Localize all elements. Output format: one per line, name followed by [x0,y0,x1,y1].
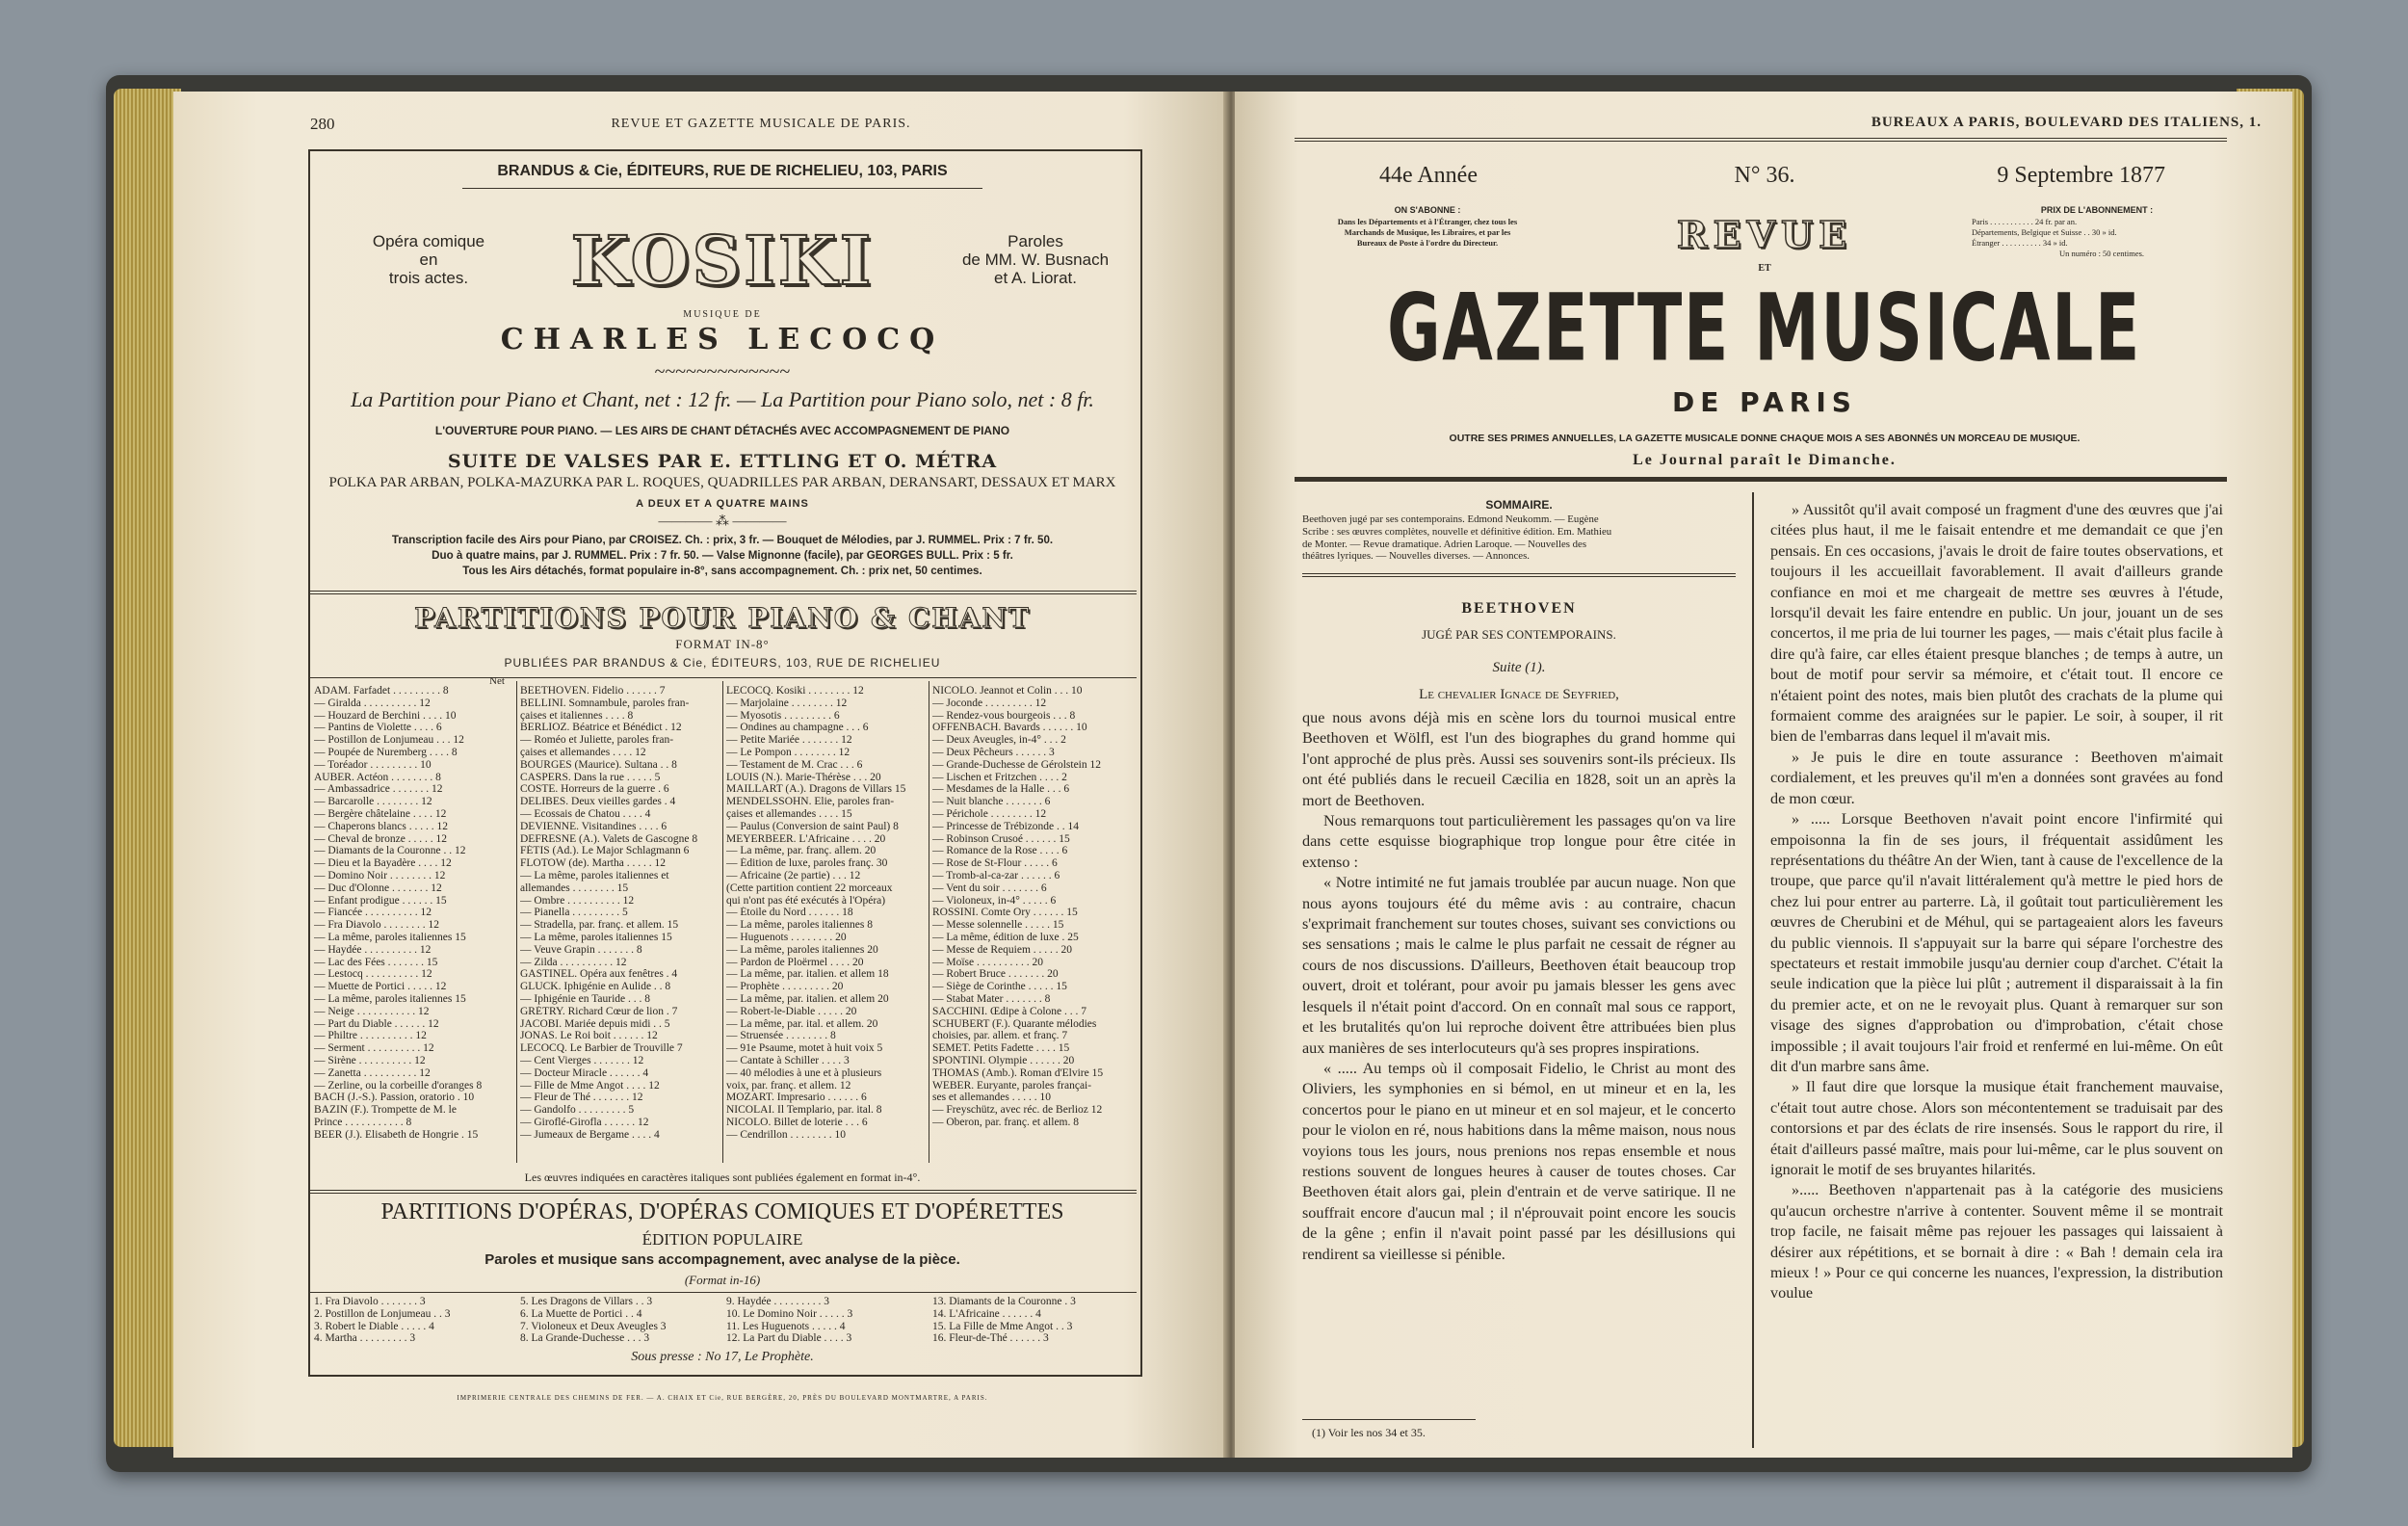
catalog-entry: — Barcarolle . . . . . . . . 12 [314,796,432,808]
catalog-entry: 4. Martha . . . . . . . . . 3 [314,1332,416,1345]
right-page [1235,92,2292,1458]
catalog-column-3 [726,685,927,1167]
musique-de: MUSIQUE DE [683,309,762,320]
sommaire-line: Scribe : ses œuvres complètes, nouvelle et définitive édition. Em. Mathieu [1302,525,1612,538]
price-title: PRIX DE L'ABONNEMENT : [2040,205,2154,215]
catalog-entry: — Lestocq . . . . . . . . . . 12 [314,968,432,981]
divider [310,1190,1137,1194]
catalog-entry: — Princesse de Trébizonde . . 14 [932,820,1080,832]
catalog-entry: 7. Violoneux et Deux Aveugles 3 [520,1320,667,1332]
catalog-entry: — Enfant prodigue . . . . . . 15 [314,894,447,907]
catalog-entry: — Fra Diavolo . . . . . . . . 12 [314,919,440,932]
catalog-entry: — Lischen et Fritzchen . . . . 2 [932,771,1067,783]
catalog-entry: COSTE. Horreurs de la guerre . 6 [520,783,669,796]
catalog-entry: Prince . . . . . . . . . . . 8 [314,1116,412,1128]
catalog-entry: 11. Les Huguenots . . . . . 4 [726,1320,846,1332]
libretto-note-line: de MM. W. Busnach [961,250,1110,269]
catalog-entry: — Messe solennelle . . . . . 15 [932,919,1064,932]
catalog-entry: — Haydée . . . . . . . . . . 12 [314,943,432,956]
catalog-entry: — Stradella, par. franç. et allem. 15 [520,919,679,932]
chevalier: Le chevalier Ignace de Seyfried, [1419,687,1619,702]
catalog-entry: — Nuit blanche . . . . . . . 6 [932,796,1051,808]
catalog-column-4 [932,685,1135,1167]
polka-line: POLKA PAR ARBAN, POLKA-MAZURKA PAR L. ROQUES, QUADRILLES PAR ARBAN, DERANSART, DESSAUX ET MARX [328,475,1116,490]
catalog-entry: BACH (J.-S.). Passion, oratorio . 10 [314,1092,475,1104]
column-divider [1752,492,1754,1448]
catalog-entry: — La même, par. italien. et allem 18 [726,968,889,981]
catalog-entry: — La même, paroles italiennes 8 [726,919,874,932]
catalog-entry: — Myosotis . . . . . . . . . 6 [726,709,840,722]
catalog-entry: (Cette partition contient 22 morceaux [726,881,893,894]
partitions-title: PARTITIONS POUR PIANO & CHANT [414,602,1031,634]
price-line: Paris . . . . . . . . . . . 24 fr. par an. [1972,217,2078,226]
catalog-entry: 13. Diamants de la Couronne . 3 [932,1296,1076,1307]
catalog-entry: — Freyschütz, avec réc. de Berlioz 12 [932,1104,1103,1117]
operas-title: PARTITIONS D'OPÉRAS, D'OPÉRAS COMIQUES ET D'OPÉRETTES [380,1199,1064,1224]
catalog-entry: — Mesdames de la Halle . . . 6 [932,783,1070,796]
popular-column-2 [520,1296,720,1348]
catalog-entry: 15. La Fille de Mme Angot . . 3 [932,1320,1073,1332]
divider [310,591,1137,594]
catalog-entry: ROSSINI. Comte Ory . . . . . . 15 [932,907,1078,919]
catalog-entry: — Sirène . . . . . . . . . . 12 [314,1054,426,1066]
libretto-note-line: Paroles [1008,232,1063,250]
article-title: BEETHOVEN [1461,600,1577,617]
catalog-entry: — Docteur Miracle . . . . . . 4 [520,1066,649,1079]
column-rule [722,681,723,1163]
catalog-entry: — Joconde . . . . . . . . . 12 [932,697,1047,709]
divider [462,188,982,189]
catalog-entry: — La même, paroles italiennes 20 [726,943,878,956]
catalog-entry: — Pardon de Ploërmel . . . . 20 [726,956,864,968]
ornament: ———— ⁂ ———— [658,514,787,529]
catalog-entry: 5. Les Dragons de Villars . . 3 [520,1296,653,1307]
catalog-entry: — Paulus (Conversion de saint Paul) 8 [726,820,899,832]
catalog-entry: — Rose de St-Flour . . . . . 6 [932,857,1058,870]
left-page [173,92,1229,1458]
catalog-entry: 12. La Part du Diable . . . . 3 [726,1332,852,1345]
catalog-entry: — Deux Aveugles, in-4° . . . 2 [932,734,1066,747]
catalog-entry: — Rendez-vous bourgeois . . . 8 [932,709,1076,722]
sommaire-line: de Monter. — Revue dramatique. Adrien Laroque. — Nouvelles des [1302,538,1587,550]
catalog-entry: — Pantins de Violette . . . . 6 [314,722,442,734]
catalog-entry: BEETHOVEN. Fidelio . . . . . . 7 [520,685,666,697]
catalog-entry: BOURGES (Maurice). Sultana . . 8 [520,758,677,771]
page-number: 280 [310,115,335,133]
subscribe-line: Dans les Départements et à l'Étranger, chez tous les [1337,217,1518,226]
catalog-entry: — Robinson Crusoé . . . . . . 15 [932,832,1070,845]
catalog-entry: — Le Pompon . . . . . . . . 12 [726,746,851,758]
publisher: BRANDUS & Cie, ÉDITEURS, RUE DE RICHELIEU, 103, PARIS [497,163,948,179]
publiees-line: PUBLIÉES PAR BRANDUS & Cie, ÉDITEURS, 103, RUE DE RICHELIEU [504,656,941,670]
catalog-entry: — Duc d'Olonne . . . . . . . 12 [314,881,442,894]
catalog-entry: — La même, paroles italiennes 15 [314,992,466,1005]
catalog-entry: SACCHINI. Œdipe à Colone . . . 7 [932,1005,1087,1017]
catalog-entry: — Jumeaux de Bergame . . . . 4 [520,1128,660,1141]
article-column-2 [1770,500,2223,1444]
catalog-entry: — Robert-le-Diable . . . . . 20 [726,1005,857,1017]
paragraph: « ..... Au temps où il composait Fidelio, le Christ au mont des Oliviers, les symphonies en si bémol, en ut mineur et en la, les concertos pour le piano en ut mineur et en sol majeur, et le concerto pour le violon en ré, nous habitions dans la même maison, nous nous voyions tous les jours, nous prenions nos repas ensemble et nous restions souvent de longues heures à causer de toutes choses. Car Beethoven était alors gai, plein d'entrain et de verve satirique. Il ne souffrait encore d'aucun mal ; il n'éprouvait point encore les soucis de la gêne ; enfin il n'avait point passé par les désillusions qui rendirent sa vieillesse si pénible. [1302,1059,1736,1263]
catalog-entry: — La même, paroles italiennes 15 [314,931,466,943]
libretto-note-line: et A. Liorat. [994,269,1077,287]
paragraph: que nous avons déjà mis en scène lors du tournoi musical entre Beethoven et Wölfl, est l'un des biographes du grand homme qui l'ont approché de plus près. Aussi ses souvenirs sont-ils précieux. Ils ont été publiés dans le recueil Cæcilia en 1828, soit un an après la mort de Beethoven. [1302,709,1736,809]
de-paris: DE PARIS [1672,386,1857,418]
italic-note: Les œuvres indiquées en caractères italiques sont publiées également en format in-4°. [524,1171,921,1184]
catalog-entry: — Édition de luxe, paroles franç. 30 [726,857,888,870]
catalog-entry: FLOTOW (de). Martha . . . . . 12 [520,857,666,870]
catalog-entry: — Violoneux, in-4° . . . . . 6 [932,894,1057,907]
subscribe-text [1293,217,1562,249]
catalog-entry: 16. Fleur-de-Thé . . . . . . 3 [932,1332,1049,1345]
catalog-entry: DELIBES. Deux vieilles gardes . 4 [520,796,676,808]
footnote: (1) Voir les nos 34 et 35. [1312,1426,1426,1439]
catalog-entry: — Ombre . . . . . . . . . . 12 [520,894,635,907]
paragraph: » Aussitôt qu'il avait composé un fragment d'une des œuvres que j'ai citées plus haut, il me le faisait entendre et me demandait ce que j'en pensais. En ces occasions, j'avais le droit de faire toutes observations, et toujours il les accueillait favorablement. Il avait d'ailleurs grande confiance en moi et me chargeait de mettre ses œuvres à l'étude, lorsqu'il devait les faire entendre en public. Un jour, jouant un de ses concertos, il me pria de lui tourner les pages, — mais c'était plus facile à dire qu'à faire, car elles étaient presque blanches ; de temps à autre, un bout de motif pour servir sa mémoire, et c'était tout. Il encore ce n'étaient point des notes, mais bien plutôt des crachats de la plume qui formaient comme des araignées sur le papier. Le soir, à souper, il rit bien de l'embarras dans lequel il m'avait mis. [1770,501,2223,746]
popular-column-1 [314,1296,514,1348]
catalog-column-1 [314,685,514,1167]
catalog-entry: LECOCQ. Le Barbier de Trouville 7 [520,1042,683,1055]
valse-suite: SUITE DE VALSES PAR E. ETTLING ET O. MÉTRA [447,451,998,472]
catalog-entry: — La même, par. franç. allem. 20 [726,845,877,857]
catalog-entry: — Siège de Corinthe . . . . . 15 [932,981,1067,993]
partition-price: La Partition pour Piano et Chant, net : 12 fr. — La Partition pour Piano solo, net : 8 fr. [351,387,1094,411]
catalog-entry: — Postillon de Lonjumeau . . . 12 [314,734,464,747]
catalog-entry: 2. Postillon de Lonjumeau . . 3 [314,1307,451,1320]
catalog-entry: SCHUBERT (F.). Quarante mélodies [932,1017,1097,1030]
catalog-entry: — Prophète . . . . . . . . . 20 [726,981,844,993]
et-label: ET [1758,263,1771,274]
catalog-entry: — Poupée de Nuremberg . . . . 8 [314,746,458,758]
edition-populaire: ÉDITION POPULAIRE [641,1230,803,1249]
catalog-entry: GLUCK. Iphigénie en Aulide . . 8 [520,981,671,993]
year: 44e Année [1379,163,1478,188]
catalog-entry: — Cendrillon . . . . . . . . 10 [726,1128,846,1141]
catalog-entry: — Grande-Duchesse de Gérolstein 12 [932,758,1101,771]
catalog-entry: 9. Haydée . . . . . . . . . 3 [726,1296,829,1307]
catalog-entry: — Tromb-al-ca-zar . . . . . . 6 [932,869,1060,881]
subscribe-line: Bureaux de Poste à l'ordre du Directeur. [1356,238,1499,248]
divider [310,1292,1137,1293]
footnote-rule [1302,1419,1476,1420]
opera-note [356,232,501,287]
divider [1295,477,2227,482]
catalog-entry: — Cheval de bronze . . . . . 12 [314,832,447,845]
catalog-entry: — Chaperons blancs . . . . . 12 [314,820,448,832]
sous-presse: Sous presse : No 17, Le Prophète. [631,1350,814,1364]
catalog-entry: — Fleur de Thé . . . . . . . 12 [520,1092,643,1104]
article-subtitle: JUGÉ PAR SES CONTEMPORAINS. [1422,627,1616,642]
weekly-note: Le Journal paraît le Dimanche. [1633,452,1897,468]
catalog-entry: — Houzard de Berchini . . . . 10 [314,709,457,722]
catalog-entry: DEFRESNE (A.). Valets de Gascogne 8 [520,832,698,845]
price-line: Un numéro : 50 centimes. [2058,249,2145,258]
revue-title: REVUE [1676,213,1853,256]
paragraph: » Il faut dire que lorsque la musique était franchement mauvaise, c'était tout autre chose. Alors son mécontentement se traduisait par des contorsions et par des éclats de rire insensés. Sous le rapport du rire, il était d'ailleurs passé maître, mais pour lui-même, car le plus souvent on ignorait le motif de ses bruyantes hilarités. [1770,1078,2223,1178]
catalog-entry: — Muette de Portici . . . . . 12 [314,981,447,993]
ornament: ~~~~~~~~~~~~~ [654,361,791,382]
catalog-entry: — Romance de la Rose . . . . 6 [932,845,1068,857]
catalog-entry: — Part du Diable . . . . . . 12 [314,1017,439,1030]
paragraph: Nous remarquons tout particulièrement les passages qu'on va lire dans cette esquisse biographique trop longue pour être citée in extenso : [1302,812,1736,871]
sommaire-title: SOMMAIRE. [1485,498,1553,512]
catalog-entry: — La même, paroles italiennes et [520,869,669,881]
primes-line: OUTRE SES PRIMES ANNUELLES, LA GAZETTE MUSICALE DONNE CHAQUE MOIS A SES ABONNÉS UN MORCEAU DE MUSIQUE. [1449,433,2081,444]
catalog-entry: 14. L'Africaine . . . . . . 4 [932,1307,1041,1320]
catalog-entry: WEBER. Euryante, paroles françai- [932,1079,1092,1092]
subscribe-title: ON S'ABONNE : [1394,205,1461,215]
catalog-column-2 [520,685,720,1167]
catalog-entry: JACOBI. Mariée depuis midi . . 5 [520,1017,670,1030]
catalog-entry: çaises et italiennes . . . . 8 [520,709,634,722]
catalog-entry: JONAS. Le Roi boit . . . . . . 12 [520,1030,658,1042]
catalog-entry: — Iphigénie en Tauride . . . 8 [520,992,651,1005]
catalog-entry: qui n'ont pas été exécutés à l'Opéra) [726,894,886,907]
transcription-line: Transcription facile des Airs pour Piano, par CROISEZ. Ch. : prix, 3 fr. — Bouquet de Mélodies, par J. RUMMEL. Prix : 7 fr. 50. [391,534,1054,546]
sommaire-line: Beethoven jugé par ses contemporains. Edmond Neukomm. — Eugène [1302,513,1599,525]
catalog-entry: — Cantate à Schiller . . . . 3 [726,1054,850,1066]
paragraph: » Je puis le dire en toute assurance : Beethoven m'aimait cordialement, et les preuves qu'il m'en a données sont gravées au fond de mon cœur. [1770,748,2223,807]
catalog-entry: OFFENBACH. Bavards . . . . . . 10 [932,722,1087,734]
catalog-entry: — Fiancée . . . . . . . . . . 12 [314,907,432,919]
catalog-entry: — Diamants de la Couronne . . 12 [314,845,466,857]
imprint: IMPRIMERIE CENTRALE DES CHEMINS DE FER. — A. CHAIX ET Cie, RUE BERGÈRE, 20, PRÈS DU BOULEVARD MONTMARTRE, A PARIS. [457,1394,988,1402]
catalog-entry: — Domino Noir . . . . . . . . 12 [314,869,446,881]
catalog-entry: 6. La Muette de Portici . . 4 [520,1307,642,1320]
format16: (Format in-16) [684,1273,761,1287]
kosiki-title: KOSIKI [570,221,875,301]
catalog-entry: NICOLO. Jeannot et Colin . . . 10 [932,685,1083,697]
catalog-entry: 1. Fra Diavolo . . . . . . . 3 [314,1296,426,1307]
catalog-entry: — Pianella . . . . . . . . . 5 [520,907,628,919]
catalog-entry: — Cent Vierges . . . . . . . 12 [520,1054,644,1066]
catalog-entry: allemandes . . . . . . . . 15 [520,881,629,894]
catalog-entry: — Oberon, par. franç. et allem. 8 [932,1116,1079,1128]
catalog-entry: — La même, édition de luxe . 25 [932,931,1079,943]
catalog-entry: NICOLO. Billet de loterie . . . 6 [726,1116,868,1128]
catalog-entry: — La même, paroles italiennes 15 [520,931,672,943]
opera-note-line: Opéra comique [372,232,485,250]
catalog-entry: çaises et allemandes . . . . 12 [520,746,646,758]
divider [1302,573,1736,577]
opera-note-line: en [419,250,438,269]
catalog-entry: — Fille de Mme Angot . . . . 12 [520,1079,660,1092]
catalog-entry: — Struensée . . . . . . . . 8 [726,1030,836,1042]
catalog-entry: — Huguenots . . . . . . . . 20 [726,931,847,943]
catalog-entry: — Zanetta . . . . . . . . . . 12 [314,1066,431,1079]
price-line: Étranger . . . . . . . . . . 34 » id. [1972,238,2068,248]
catalog-entry: AUBER. Actéon . . . . . . . . 8 [314,771,441,783]
catalog-entry: voix, par. franç. et allem. 12 [726,1079,851,1092]
sommaire [1302,513,1736,563]
catalog-entry: LECOCQ. Kosiki . . . . . . . . 12 [726,685,864,697]
catalog-entry: MAILLART (A.). Dragons de Villars 15 [726,783,906,796]
catalog-entry: — Moïse . . . . . . . . . . 20 [932,956,1043,968]
catalog-entry: NICOLAI. Il Templario, par. ital. 8 [726,1104,882,1117]
running-head-right: BUREAUX A PARIS, BOULEVARD DES ITALIENS, 1. [1871,115,2262,130]
catalog-entry: — Robert Bruce . . . . . . . 20 [932,968,1059,981]
catalog-entry: LOUIS (N.). Marie-Thérèse . . . 20 [726,771,881,783]
catalog-entry: — Deux Pêcheurs . . . . . . 3 [932,746,1055,758]
page-edges-left [114,89,181,1447]
catalog-entry: MENDELSSOHN. Elie, paroles fran- [726,796,895,808]
catalog-entry: — Messe de Requiem . . . . . 20 [932,943,1073,956]
divider [1295,138,2227,142]
catalog-entry: BAZIN (F.). Trompette de M. le [314,1104,457,1117]
popular-column-4 [932,1296,1133,1348]
catalog-entry: — Philtre . . . . . . . . . . 12 [314,1030,427,1042]
paragraph: »..... Beethoven n'appartenait pas à la catégorie des musiciens qu'aucun orchestre n'arrive à contenter. Souvent même il se montrait trop facile, ne faisait même pas rejouer les passages qui laissaient à désirer aux répétitions, et se bornait à dire : « Bah ! demain cela ira mieux ! » Pour ce qui concerne les nuances, l'expression, la distribution voulue [1770,1181,2223,1302]
catalog-entry: — Neige . . . . . . . . . . . 12 [314,1005,430,1017]
issue-number: N° 36. [1734,163,1795,188]
paragraph: « Notre intimité ne fut jamais troublée par aucun nuage. Non que nous ayons toujours été du même avis : au contraire, chacun s'exprimait franchement sur toutes choses, suivant ses convictions ou ses sensations ; mais le calme le plus parfait ne cessait de régner au cours de nos discussions. D'ailleurs, Beethoven était beaucoup trop ouvert, droit et tolérant, pour avoir pu jamais blesser les gens avec lesquels il n'était point d'accord. On en connaît mal sous ce rapport, et les brutalités qu'on lui reproche doivent être attribuées bien plus aux manières de ses interlocuteurs qu'à ses propres inspirations. [1302,874,1736,1057]
subscribe-line: Marchands de Musique, les Libraires, et par les [1344,227,1511,237]
catalog-entry: çaises et allemandes . . . . 15 [726,807,852,820]
article-column-1 [1302,708,1736,1423]
catalog-entry: MOZART. Impresario . . . . . . 6 [726,1092,867,1104]
transcription-block [318,533,1127,579]
price-line: Départements, Belgique et Suisse . . 30 » id. [1972,227,2117,237]
catalog-entry: — Roméo et Juliette, paroles fran- [520,734,674,747]
sommaire-line: théâtres lyriques. — Nouvelles diverses. — Annonces. [1302,550,1530,563]
catalog-entry: THOMAS (Amb.). Roman d'Elvire 15 [932,1066,1104,1079]
catalog-entry: — Zilda . . . . . . . . . . 12 [520,956,627,968]
running-head: REVUE ET GAZETTE MUSICALE DE PARIS. [611,117,911,131]
catalog-entry: DEVIENNE. Visitandines . . . . 6 [520,820,667,832]
catalog-entry: GRÉTRY. Richard Cœur de lion . 7 [520,1005,678,1017]
catalog-entry: SPONTINI. Olympie . . . . . . 20 [932,1054,1075,1066]
catalog-entry [932,1129,1135,1142]
composer: CHARLES LECOCQ [500,323,945,356]
catalog-entry: BERLIOZ. Béatrice et Bénédict . 12 [520,722,682,734]
catalog-entry: CASPERS. Dans la rue . . . . . 5 [520,771,661,783]
catalog-entry: — Bergère châtelaine . . . . 12 [314,807,447,820]
catalog-entry: — Ondines au champagne . . . 6 [726,722,869,734]
gazette-masthead [1293,273,2237,384]
popular-column-3 [726,1296,927,1348]
deux-mains: A DEUX ET A QUATRE MAINS [636,498,809,510]
paragraph: » ..... Lorsque Beethoven n'avait point encore l'infirmité qui empoisonna la fin de ses jours, il fréquentait assidûment les représentations du théâtre An der Wien, tant à cause de l'excellence de la troupe, que parce qu'il n'avait littéralement qu'à mettre le pied hors de chez lui pour entrer au parterre. Là, il goûtait tout particulièrement les œuvres de Cherubini et de Méhul, qui se partageaient alors les faveurs du public viennois. Il s'appuyait sur la barre qui sépare l'orchestre des spectateurs et restait immobile jusqu'au dernier coup d'archet. C'était la seule indication que la pièce lui plût ; autrement il disparaissait à la fin du premier acte, et on ne le revoyait plus. Quant à remarquer sur son visage des signes d'approbation ou d'improbation, c'était chose impossible ; il avait toujours l'air froid et renfermé en lui-même. On eût dit d'un marbre sans âme. [1770,810,2223,1075]
catalog-entry: FÉTIS (Ad.). Le Major Schlagmann 6 [520,845,690,857]
catalog-entry: ses et allemandes . . . . . 10 [932,1092,1051,1104]
catalog-entry: — Petite Mariée . . . . . . . 12 [726,734,852,747]
price-list [1972,217,2232,259]
catalog-entry: — Périchole . . . . . . . . 12 [932,807,1047,820]
catalog-entry: — Lac des Fées . . . . . . . 15 [314,956,438,968]
article-suite: Suite (1). [1492,660,1546,675]
catalog-entry: — Étoile du Nord . . . . . . 18 [726,907,853,919]
catalog-entry: 3. Robert le Diable . . . . . 4 [314,1320,434,1332]
ouverture: L'OUVERTURE POUR PIANO. — LES AIRS DE CHANT DÉTACHÉS AVEC ACCOMPAGNEMENT DE PIANO [434,424,1010,437]
divider [310,677,1137,678]
catalog-entry: — Toréador . . . . . . . . . 10 [314,758,432,771]
catalog-entry: 8. La Grande-Duchesse . . . 3 [520,1332,650,1345]
catalog-entry: — Stabat Mater . . . . . . . 8 [932,992,1051,1005]
catalog-entry: — Ambassadrice . . . . . . . 12 [314,783,443,796]
gazette-text: GAZETTE MUSICALE [1387,274,2142,382]
catalog-entry: — Vent du soir . . . . . . . 6 [932,881,1047,894]
catalog-entry: — Gandolfo . . . . . . . . . 5 [520,1104,635,1117]
catalog-entry: BELLINI. Somnambule, paroles fran- [520,697,690,709]
catalog-entry: 10. Le Domino Noir . . . . . 3 [726,1307,853,1320]
net-label: Net [489,675,505,687]
transcription-line: Tous les Airs détachés, format populaire in-8°, sans accompagnement. Ch. : prix net, 50 centimes. [462,565,982,577]
catalog-entry: — 91e Psaume, motet à huit voix 5 [726,1042,883,1055]
transcription-line: Duo à quatre mains, par J. RUMMEL. Prix : 7 fr. 50. — Valse Mignonne (facile), par GEORGES BULL. Prix : 5 fr. [432,549,1013,562]
catalog-entry: GASTINEL. Opéra aux fenêtres . 4 [520,968,678,981]
paroles-line: Paroles et musique sans accompagnement, avec analyse de la pièce. [484,1251,960,1268]
catalog-entry: — Marjolaine . . . . . . . . 12 [726,697,848,709]
column-rule [516,681,517,1163]
catalog-entry: — Zerline, ou la corbeille d'oranges 8 [314,1079,483,1092]
catalog-entry: — Ecossais de Chatou . . . . 4 [520,807,651,820]
format-label: FORMAT IN-8° [675,637,770,651]
catalog-entry: — 40 mélodies à une et à plusieurs [726,1066,882,1079]
catalog-entry: — Testament de M. Crac . . . 6 [726,758,863,771]
catalog-entry: — Veuve Grapin . . . . . . . 8 [520,943,642,956]
catalog-entry: ADAM. Farfadet . . . . . . . . . 8 [314,685,449,697]
catalog-entry: — Giroflé-Girofla . . . . . . 12 [520,1116,649,1128]
catalog-entry: MEYERBEER. L'Africaine . . . . 20 [726,832,886,845]
opera-note-line: trois actes. [388,269,469,287]
libretto-note [954,232,1117,287]
catalog-entry: — Serment . . . . . . . . . . 12 [314,1042,434,1055]
catalog-entry: — Dieu et la Bayadère . . . . 12 [314,857,452,870]
catalog-entry: — Africaine (2e partie) . . . 12 [726,869,861,881]
catalog-entry: — La même, par. ital. et allem. 20 [726,1017,878,1030]
catalog-entry: SEMET. Petits Fadette . . . . 15 [932,1042,1070,1055]
issue-date: 9 Septembre 1877 [1997,163,2165,188]
catalog-entry: — Giralda . . . . . . . . . . 12 [314,697,431,709]
catalog-entry: BEER (J.). Elisabeth de Hongrie . 15 [314,1128,479,1141]
catalog-entry: choisies, par. allem. et franç. 7 [932,1030,1068,1042]
catalog-entry: — La même, par. italien. et allem 20 [726,992,889,1005]
